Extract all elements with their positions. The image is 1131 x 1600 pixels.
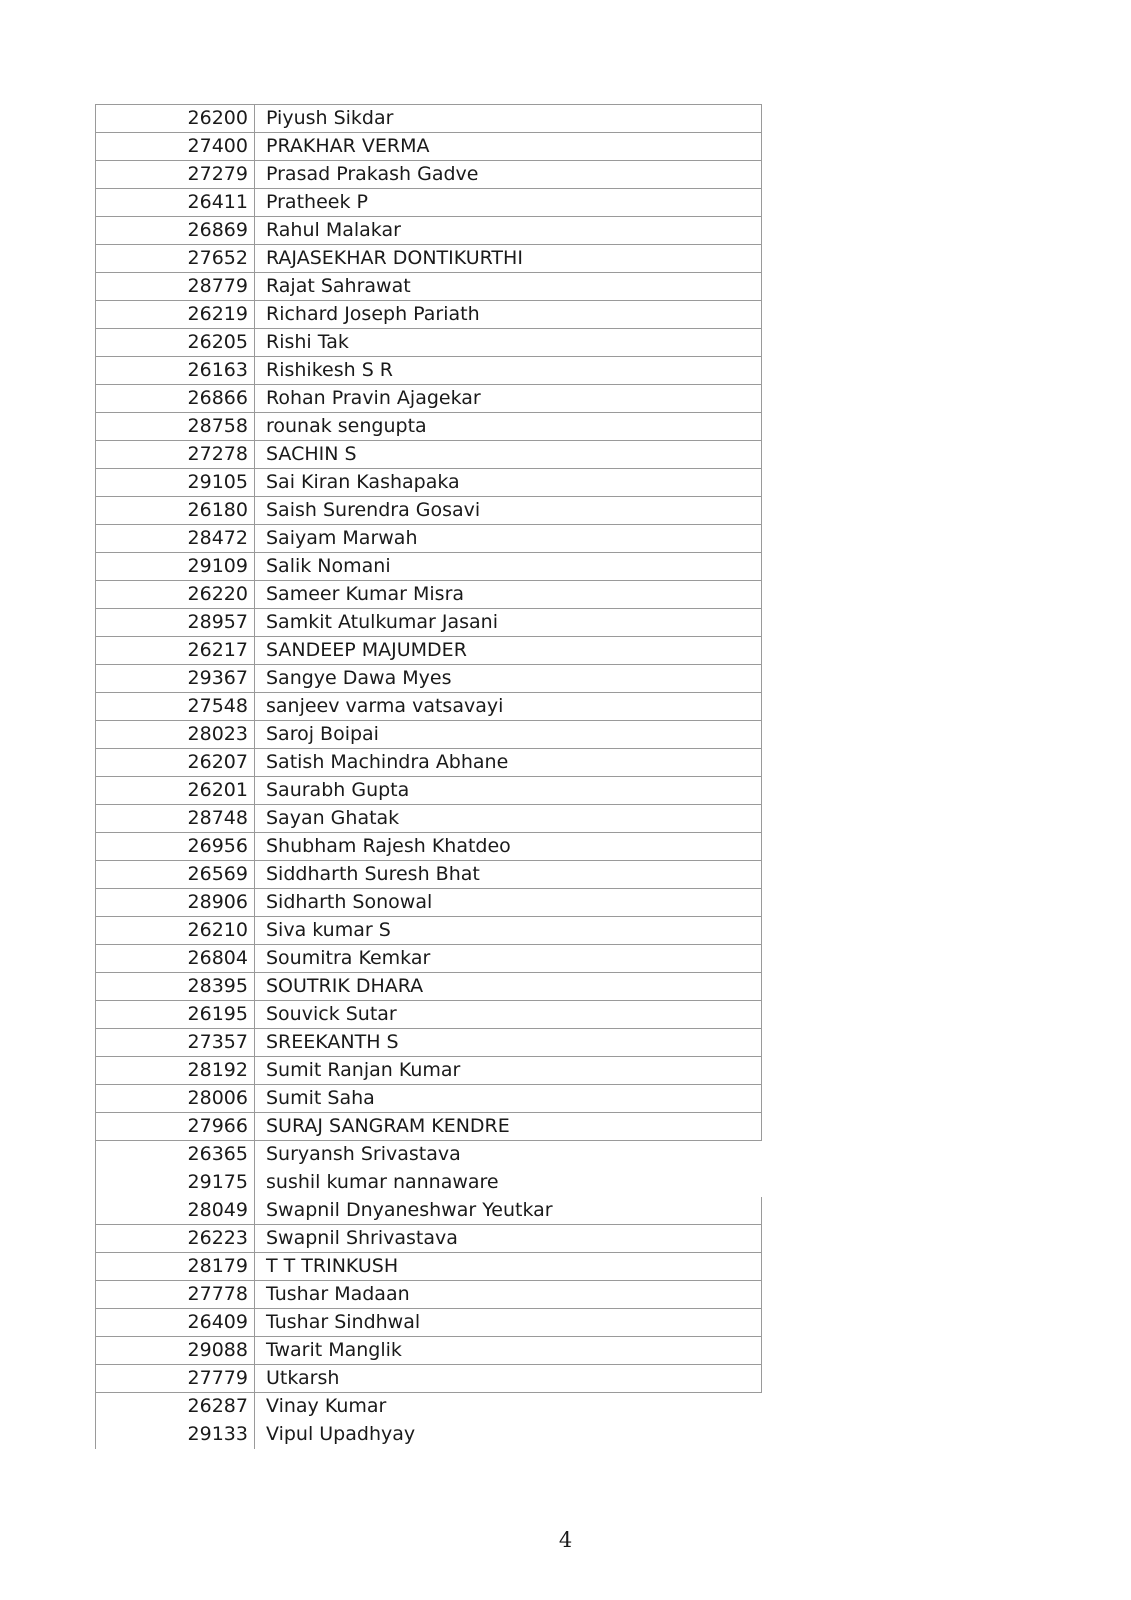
row-name-cell: Sai Kiran Kashapaka (255, 469, 762, 497)
row-id-cell: 27778 (96, 1281, 255, 1309)
table-row (96, 189, 762, 217)
row-name-cell: Twarit Manglik (255, 1337, 762, 1365)
table-row (96, 609, 762, 637)
row-id-cell: 26956 (96, 833, 255, 861)
row-id-cell: 27400 (96, 133, 255, 161)
row-name-cell: Rahul Malakar (255, 217, 762, 245)
row-name-cell: Soumitra Kemkar (255, 945, 762, 973)
row-name-cell: SACHIN S (255, 441, 762, 469)
table-row (96, 693, 762, 721)
row-id-cell: 26411 (96, 189, 255, 217)
row-name-cell: Rajat Sahrawat (255, 273, 762, 301)
row-name-cell: Salik Nomani (255, 553, 762, 581)
row-name-cell: SREEKANTH S (255, 1029, 762, 1057)
row-name-cell: Tushar Madaan (255, 1281, 762, 1309)
row-name-cell: Siva kumar S (255, 917, 762, 945)
row-id-cell: 26210 (96, 917, 255, 945)
table-row (96, 945, 762, 973)
table-row (96, 553, 762, 581)
table-row (96, 1365, 762, 1393)
row-name-cell: Vinay Kumar (266, 1395, 387, 1417)
row-name-cell: Swapnil Dnyaneshwar Yeutkar (255, 1197, 762, 1225)
row-id-cell: 29105 (96, 469, 255, 497)
row-id-cell: 28758 (96, 413, 255, 441)
table-row (96, 1001, 762, 1029)
row-name-cell: Saiyam Marwah (255, 525, 762, 553)
row-name-cell: Suryansh Srivastava (266, 1143, 461, 1165)
row-name-cell: Rohan Pravin Ajagekar (255, 385, 762, 413)
row-name-cell: Samkit Atulkumar Jasani (255, 609, 762, 637)
table-row (96, 301, 762, 329)
table-row (96, 497, 762, 525)
table-row (96, 861, 762, 889)
row-id-cell: 26201 (96, 777, 255, 805)
table-row (96, 1393, 762, 1421)
row-id-cell: 29133 (96, 1421, 255, 1449)
row-name-cell: Richard Joseph Pariath (255, 301, 762, 329)
row-id-cell: 26869 (96, 217, 255, 245)
row-id-cell: 27652 (96, 245, 255, 273)
table-row (96, 217, 762, 245)
table-row (96, 973, 762, 1001)
row-name-cell: Saish Surendra Gosavi (255, 497, 762, 525)
table-row (96, 1225, 762, 1253)
row-id-cell: 27548 (96, 693, 255, 721)
table-row (96, 637, 762, 665)
row-id-cell: 28957 (96, 609, 255, 637)
table-row (96, 889, 762, 917)
table-row (96, 749, 762, 777)
row-id-cell: 26569 (96, 861, 255, 889)
row-name-cell: Piyush Sikdar (255, 105, 762, 133)
table-row (96, 833, 762, 861)
row-id-cell: 28395 (96, 973, 255, 1001)
row-name-cell: Sameer Kumar Misra (255, 581, 762, 609)
row-id-cell: 29109 (96, 553, 255, 581)
table-row (96, 777, 762, 805)
row-id-cell: 26207 (96, 749, 255, 777)
row-name-cell: Sayan Ghatak (255, 805, 762, 833)
table-row (96, 1141, 762, 1169)
table-row (96, 133, 762, 161)
row-name-cell: sanjeev varma vatsavayi (255, 693, 762, 721)
row-id-cell: 29088 (96, 1337, 255, 1365)
row-name-cell: SURAJ SANGRAM KENDRE (255, 1113, 762, 1141)
row-name-cell: Siddharth Suresh Bhat (255, 861, 762, 889)
table-row (96, 357, 762, 385)
row-id-cell: 27779 (96, 1365, 255, 1393)
table-row (96, 665, 762, 693)
row-name-cell: Sumit Ranjan Kumar (255, 1057, 762, 1085)
table-row (96, 441, 762, 469)
table-row (96, 1197, 762, 1225)
row-id-cell: 26223 (96, 1225, 255, 1253)
row-id-cell: 27279 (96, 161, 255, 189)
row-name-cell: RAJASEKHAR DONTIKURTHI (255, 245, 762, 273)
row-name-cell: Shubham Rajesh Khatdeo (255, 833, 762, 861)
table-row (96, 105, 762, 133)
row-name-cell: Vipul Upadhyay (266, 1423, 416, 1445)
row-id-cell: 28906 (96, 889, 255, 917)
row-name-cell: Swapnil Shrivastava (255, 1225, 762, 1253)
row-id-cell: 26866 (96, 385, 255, 413)
row-name-cell: Pratheek P (255, 189, 762, 217)
table-row (96, 329, 762, 357)
row-id-cell: 28779 (96, 273, 255, 301)
table-row (96, 1281, 762, 1309)
table-row (96, 1169, 762, 1197)
row-id-cell: 26219 (96, 301, 255, 329)
table-row (96, 385, 762, 413)
row-name-cell: Sangye Dawa Myes (255, 665, 762, 693)
row-id-cell: 26287 (96, 1393, 255, 1421)
table-row (96, 413, 762, 441)
row-name-cell: SOUTRIK DHARA (255, 973, 762, 1001)
table-row (96, 1253, 762, 1281)
table-row (96, 273, 762, 301)
participants-table-body (96, 105, 762, 1449)
row-id-cell: 28049 (96, 1197, 255, 1225)
table-row (96, 525, 762, 553)
row-id-cell: 26195 (96, 1001, 255, 1029)
row-id-cell: 28192 (96, 1057, 255, 1085)
table-row (96, 161, 762, 189)
page-number: 4 (558, 1528, 573, 1552)
table-row (96, 581, 762, 609)
row-id-cell: 26409 (96, 1309, 255, 1337)
table-row (96, 469, 762, 497)
row-name-cell: Rishikesh S R (255, 357, 762, 385)
row-id-cell: 28748 (96, 805, 255, 833)
row-name-cell: Sumit Saha (255, 1085, 762, 1113)
table-row (96, 245, 762, 273)
row-name-cell: Satish Machindra Abhane (255, 749, 762, 777)
row-id-cell: 26365 (96, 1141, 255, 1169)
row-id-cell: 26205 (96, 329, 255, 357)
row-id-cell: 26220 (96, 581, 255, 609)
table-row (96, 1085, 762, 1113)
table-row (96, 805, 762, 833)
row-name-cell: Rishi Tak (255, 329, 762, 357)
row-name-cell: Utkarsh (255, 1365, 762, 1393)
table-row (96, 1057, 762, 1085)
row-id-cell: 28179 (96, 1253, 255, 1281)
row-id-cell: 26163 (96, 357, 255, 385)
row-id-cell: 28472 (96, 525, 255, 553)
row-name-cell: Tushar Sindhwal (255, 1309, 762, 1337)
row-name-cell: sushil kumar nannaware (266, 1171, 499, 1193)
row-name-cell: PRAKHAR VERMA (255, 133, 762, 161)
table-row (96, 1421, 762, 1449)
row-id-cell: 26200 (96, 105, 255, 133)
table-row (96, 917, 762, 945)
table-row (96, 1309, 762, 1337)
row-name-cell: Souvick Sutar (255, 1001, 762, 1029)
participants-table (95, 104, 762, 1449)
row-id-cell: 29175 (96, 1169, 255, 1197)
table-row (96, 1337, 762, 1365)
row-name-cell: Sidharth Sonowal (255, 889, 762, 917)
row-name-cell: Saurabh Gupta (255, 777, 762, 805)
row-id-cell: 28006 (96, 1085, 255, 1113)
row-id-cell: 27357 (96, 1029, 255, 1057)
row-id-cell: 28023 (96, 721, 255, 749)
row-id-cell: 29367 (96, 665, 255, 693)
row-name-cell: Prasad Prakash Gadve (255, 161, 762, 189)
row-name-cell: SANDEEP MAJUMDER (255, 637, 762, 665)
row-id-cell: 26180 (96, 497, 255, 525)
row-name-cell: rounak sengupta (255, 413, 762, 441)
row-name-cell: T T TRINKUSH (255, 1253, 762, 1281)
row-name-cell: Saroj Boipai (255, 721, 762, 749)
row-id-cell: 27966 (96, 1113, 255, 1141)
row-id-cell: 26217 (96, 637, 255, 665)
table-row (96, 721, 762, 749)
row-id-cell: 26804 (96, 945, 255, 973)
row-id-cell: 27278 (96, 441, 255, 469)
table-row (96, 1113, 762, 1141)
table-row (96, 1029, 762, 1057)
